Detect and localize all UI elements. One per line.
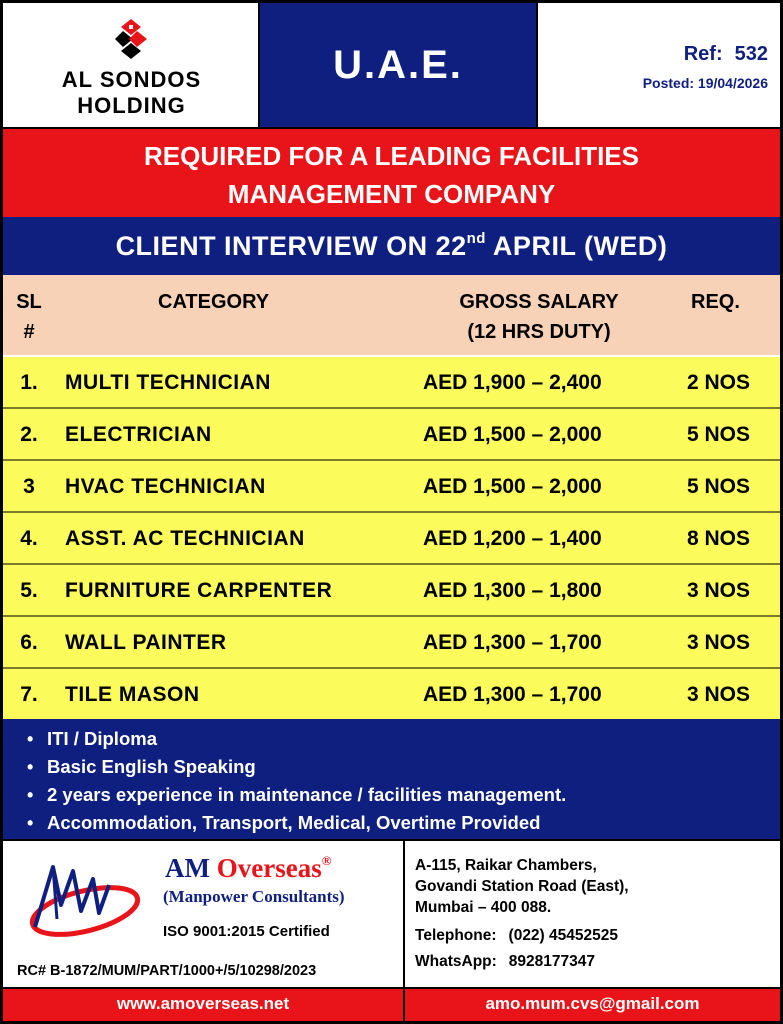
email-link[interactable]: amo.mum.cvs@gmail.com [485, 994, 700, 1013]
table-row [3, 459, 780, 511]
requirement-item: • 2 years experience in maintenance / facilities management. [25, 781, 780, 809]
iso-certification: ISO 9001:2015 Certified [163, 923, 330, 940]
registration-number: RC# B-1872/MUM/PART/1000+/5/10298/2023 [17, 963, 317, 979]
address-line3: Mumbai – 400 088. [415, 899, 552, 916]
vertical-divider [403, 841, 405, 989]
table-row [3, 407, 780, 459]
company-name-line2: HOLDING [77, 93, 186, 118]
banner-line2: MANAGEMENT COMPANY [227, 179, 556, 209]
am-overseas-logo-icon [27, 849, 147, 949]
row-salary: AED 1,200 – 1,400 [423, 527, 602, 550]
requirement-item: • Accommodation, Transport, Medical, Overtime Provided [25, 809, 780, 837]
agency-address [415, 855, 629, 918]
address-line1: A-115, Raikar Chambers, [415, 857, 597, 874]
interview-banner [3, 217, 780, 275]
telephone-value: (022) 45452525 [508, 927, 618, 944]
row-salary: AED 1,900 – 2,400 [423, 371, 602, 394]
reference-box [538, 3, 780, 127]
address-line2: Govandi Station Road (East), [415, 878, 629, 895]
row-req: 3 NOS [687, 631, 751, 654]
row-category: HVAC TECHNICIAN [65, 475, 266, 498]
reference-number [684, 43, 768, 66]
row-sl: 3 [23, 475, 35, 498]
telephone-label: Telephone: [415, 927, 497, 944]
row-category: FURNITURE CARPENTER [65, 579, 333, 602]
row-req: 2 NOS [687, 371, 751, 394]
row-salary: AED 1,500 – 2,000 [423, 475, 602, 498]
agency-name-am: AM [165, 853, 217, 883]
row-req: 3 NOS [687, 579, 751, 602]
agency-name-overseas: Overseas [216, 853, 322, 883]
interview-prefix: CLIENT INTERVIEW ON 22 [115, 231, 467, 261]
table-header [3, 275, 780, 355]
header-req: REQ. [691, 291, 740, 313]
row-req: 5 NOS [687, 475, 751, 498]
row-req: 5 NOS [687, 423, 751, 446]
banner-line1: REQUIRED FOR A LEADING FACILITIES [144, 141, 639, 171]
agency-subtitle: (Manpower Consultants) [163, 887, 345, 906]
row-salary: AED 1,300 – 1,800 [423, 579, 602, 602]
agency-section [3, 839, 780, 987]
whatsapp-value: 8928177347 [508, 953, 596, 970]
row-sl: 1. [20, 371, 38, 394]
interview-ordinal: nd [466, 230, 486, 247]
row-category: WALL PAINTER [65, 631, 227, 654]
header-sl-line2: # [23, 321, 35, 343]
row-req: 3 NOS [687, 683, 751, 706]
row-sl: 5. [20, 579, 38, 602]
requirement-item: • ITI / Diploma [25, 725, 780, 753]
requirements-list [3, 719, 780, 839]
row-salary: AED 1,300 – 1,700 [423, 631, 602, 654]
table-row [3, 355, 780, 407]
table-row [3, 563, 780, 615]
row-category: MULTI TECHNICIAN [65, 371, 271, 394]
row-req: 8 NOS [687, 527, 751, 550]
row-category: ASST. AC TECHNICIAN [65, 527, 305, 550]
header-sl [13, 287, 45, 347]
row-salary: AED 1,300 – 1,700 [423, 683, 602, 706]
row-salary: AED 1,500 – 2,000 [423, 423, 602, 446]
al-sondos-logo-box [3, 3, 260, 127]
ref-value: 532 [734, 43, 768, 65]
table-row [3, 667, 780, 719]
requirement-item: • Basic English Speaking [25, 753, 780, 781]
table-row [3, 615, 780, 667]
registered-mark: ® [321, 853, 332, 868]
header-category: CATEGORY [158, 291, 270, 313]
row-sl: 6. [20, 631, 38, 654]
telephone [415, 927, 618, 945]
header-salary-line2: (12 HRS DUTY) [467, 321, 611, 343]
requirement-banner [3, 127, 780, 217]
row-category: TILE MASON [65, 683, 200, 706]
al-sondos-logo-icon [111, 17, 151, 63]
header-sl-line1: SL [16, 291, 42, 313]
job-table-body [3, 355, 780, 719]
header-salary-line1: GROSS SALARY [459, 291, 619, 313]
whatsapp-label: WhatsApp: [415, 953, 497, 970]
country-box [260, 3, 538, 127]
interview-rest: APRIL (WED) [485, 231, 668, 261]
company-name-line1: AL SONDOS [61, 67, 202, 92]
row-category: ELECTRICIAN [65, 423, 212, 446]
contact-footer [3, 987, 780, 1021]
posted-date: Posted: 19/04/2026 [642, 75, 768, 91]
website-link[interactable]: www.amoverseas.net [116, 994, 290, 1013]
agency-name [165, 853, 331, 884]
row-sl: 4. [20, 527, 38, 550]
table-row [3, 511, 780, 563]
header [3, 3, 780, 127]
row-sl: 2. [20, 423, 38, 446]
header-salary [421, 287, 657, 347]
whatsapp [415, 953, 595, 971]
ref-label: Ref: [683, 43, 723, 65]
row-sl: 7. [20, 683, 38, 706]
country-label: U.A.E. [333, 42, 463, 87]
